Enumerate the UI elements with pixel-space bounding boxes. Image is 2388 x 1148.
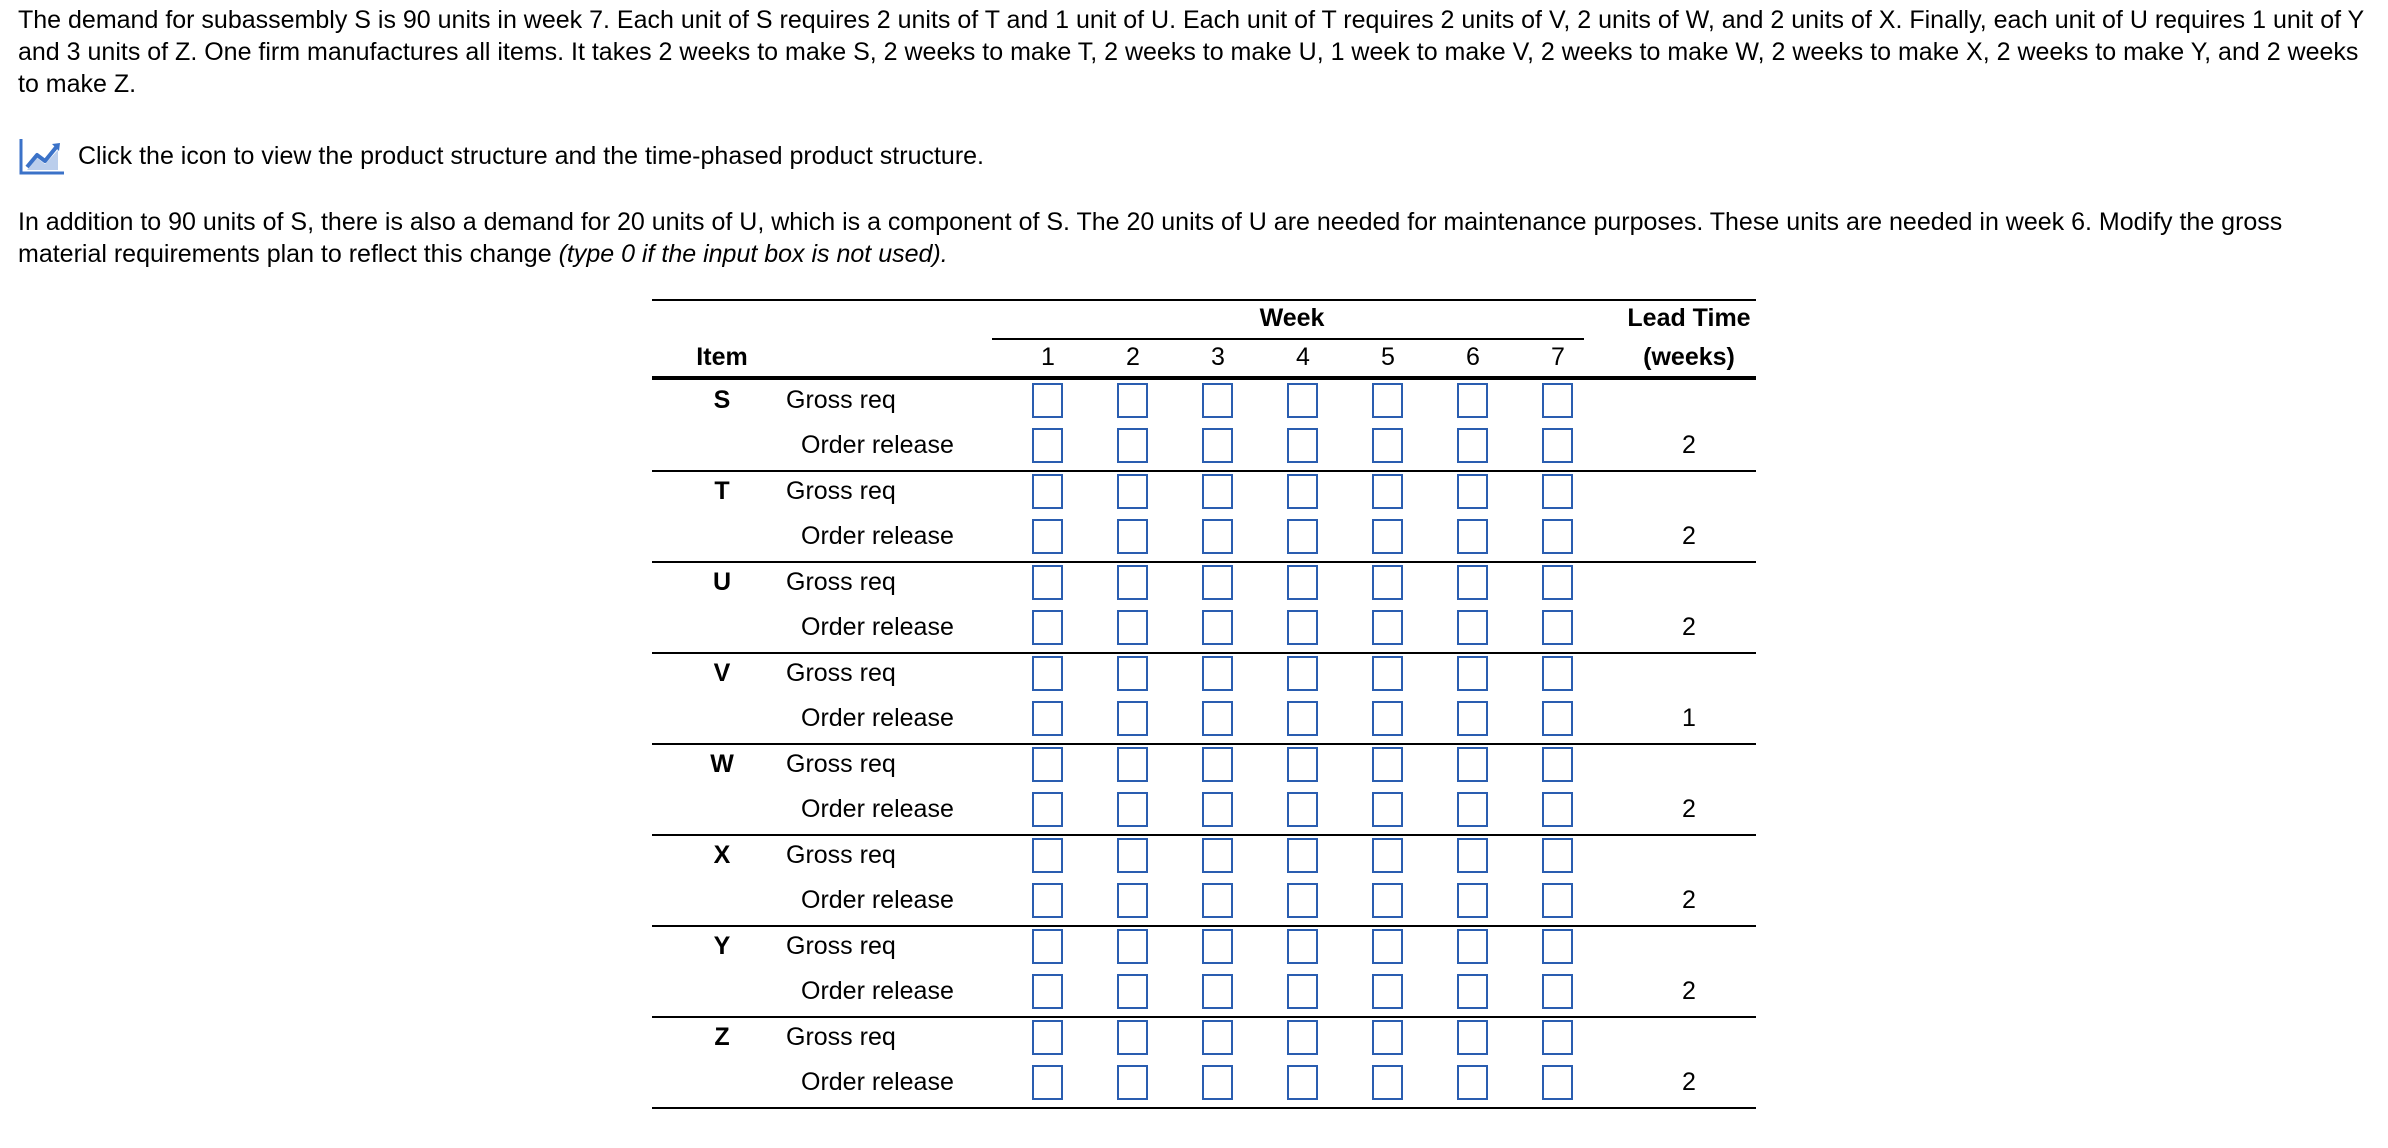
mrp-table (652, 299, 1756, 1111)
v-gross-week-5-input[interactable] (1372, 656, 1403, 691)
w-order-week-6-input[interactable] (1457, 792, 1488, 827)
addendum-text: In addition to 90 units of S, there is also a demand for 20 units of U, which is a component of S. The 20 units of U are needed for maintenance purposes. These units are needed in week 6. Modify the gross material requirements plan to reflect this change (18, 208, 2283, 268)
t-order-week-4-input[interactable] (1287, 519, 1318, 554)
gross-req-label-v: Gross req (786, 659, 896, 687)
product-structure-link[interactable] (18, 136, 984, 176)
t-order-week-6-input[interactable] (1457, 519, 1488, 554)
t-gross-week-5-input[interactable] (1372, 474, 1403, 509)
s-gross-week-2-input[interactable] (1117, 383, 1148, 418)
t-order-week-1-input[interactable] (1032, 519, 1063, 554)
week-6-header: 6 (1466, 343, 1480, 371)
week-1-header: 1 (1041, 343, 1055, 371)
y-gross-week-6-input[interactable] (1457, 929, 1488, 964)
u-order-week-7-input[interactable] (1542, 610, 1573, 645)
v-order-week-5-input[interactable] (1372, 701, 1403, 736)
lead-time-w: 2 (1682, 795, 1696, 823)
row-divider-z (652, 1107, 1756, 1109)
s-order-week-1-input[interactable] (1032, 428, 1063, 463)
y-gross-week-4-input[interactable] (1287, 929, 1318, 964)
chart-trend-icon[interactable] (18, 136, 66, 176)
z-gross-week-4-input[interactable] (1287, 1020, 1318, 1055)
item-code-w: W (710, 750, 734, 778)
item-code-u: U (712, 568, 732, 596)
s-gross-week-5-input[interactable] (1372, 383, 1403, 418)
s-gross-week-4-input[interactable] (1287, 383, 1318, 418)
order-release-label-z: Order release (801, 1068, 954, 1096)
v-order-week-3-input[interactable] (1202, 701, 1233, 736)
v-order-week-6-input[interactable] (1457, 701, 1488, 736)
y-order-week-7-input[interactable] (1542, 974, 1573, 1009)
order-release-label-u: Order release (801, 613, 954, 641)
t-gross-week-7-input[interactable] (1542, 474, 1573, 509)
z-order-week-5-input[interactable] (1372, 1065, 1403, 1100)
z-gross-week-5-input[interactable] (1372, 1020, 1403, 1055)
y-gross-week-2-input[interactable] (1117, 929, 1148, 964)
x-order-week-7-input[interactable] (1542, 883, 1573, 918)
z-gross-week-2-input[interactable] (1117, 1020, 1148, 1055)
order-release-label-v: Order release (801, 704, 954, 732)
s-order-week-7-input[interactable] (1542, 428, 1573, 463)
week-7-header: 7 (1551, 343, 1565, 371)
t-gross-week-4-input[interactable] (1287, 474, 1318, 509)
w-gross-week-2-input[interactable] (1117, 747, 1148, 782)
z-gross-week-3-input[interactable] (1202, 1020, 1233, 1055)
y-gross-week-3-input[interactable] (1202, 929, 1233, 964)
z-order-week-6-input[interactable] (1457, 1065, 1488, 1100)
w-gross-week-3-input[interactable] (1202, 747, 1233, 782)
v-gross-week-2-input[interactable] (1117, 656, 1148, 691)
lead-time-z: 2 (1682, 1068, 1696, 1096)
item-code-z: Z (714, 1023, 730, 1051)
row-divider-v (652, 743, 1756, 745)
t-gross-week-2-input[interactable] (1117, 474, 1148, 509)
u-order-week-4-input[interactable] (1287, 610, 1318, 645)
lead-time-t: 2 (1682, 522, 1696, 550)
t-gross-week-6-input[interactable] (1457, 474, 1488, 509)
y-order-week-4-input[interactable] (1287, 974, 1318, 1009)
item-code-y: Y (713, 932, 731, 960)
lead-time-x: 2 (1682, 886, 1696, 914)
w-order-week-4-input[interactable] (1287, 792, 1318, 827)
row-divider-w (652, 834, 1756, 836)
z-order-week-3-input[interactable] (1202, 1065, 1233, 1100)
s-gross-week-6-input[interactable] (1457, 383, 1488, 418)
item-code-t: T (714, 477, 730, 505)
s-gross-week-1-input[interactable] (1032, 383, 1063, 418)
row-divider-x (652, 925, 1756, 927)
u-gross-week-3-input[interactable] (1202, 565, 1233, 600)
gross-req-label-x: Gross req (786, 841, 896, 869)
icon-link-text[interactable]: Click the icon to view the product structure and the time-phased product structure. (78, 141, 985, 170)
w-gross-week-7-input[interactable] (1542, 747, 1573, 782)
y-order-week-2-input[interactable] (1117, 974, 1148, 1009)
x-gross-week-1-input[interactable] (1032, 838, 1063, 873)
z-order-week-7-input[interactable] (1542, 1065, 1573, 1100)
s-order-week-3-input[interactable] (1202, 428, 1233, 463)
addendum-instruction: (type 0 if the input box is not used). (558, 240, 948, 268)
u-order-week-2-input[interactable] (1117, 610, 1148, 645)
x-gross-week-6-input[interactable] (1457, 838, 1488, 873)
lead-time-u: 2 (1682, 613, 1696, 641)
z-order-week-2-input[interactable] (1117, 1065, 1148, 1100)
header-week: Week (1259, 304, 1325, 332)
u-gross-week-5-input[interactable] (1372, 565, 1403, 600)
u-gross-week-7-input[interactable] (1542, 565, 1573, 600)
v-gross-week-4-input[interactable] (1287, 656, 1318, 691)
s-order-week-5-input[interactable] (1372, 428, 1403, 463)
x-order-week-4-input[interactable] (1287, 883, 1318, 918)
y-order-week-3-input[interactable] (1202, 974, 1233, 1009)
y-order-week-6-input[interactable] (1457, 974, 1488, 1009)
y-gross-week-1-input[interactable] (1032, 929, 1063, 964)
w-order-week-3-input[interactable] (1202, 792, 1233, 827)
v-order-week-7-input[interactable] (1542, 701, 1573, 736)
w-order-week-2-input[interactable] (1117, 792, 1148, 827)
t-order-week-7-input[interactable] (1542, 519, 1573, 554)
row-divider-t (652, 561, 1756, 563)
z-gross-week-7-input[interactable] (1542, 1020, 1573, 1055)
item-code-v: V (713, 659, 731, 687)
week-2-header: 2 (1126, 343, 1140, 371)
order-release-label-w: Order release (801, 795, 954, 823)
problem-intro: The demand for subassembly S is 90 units in week 7. Each unit of S requires 2 units of T and 1 unit of U. Each unit of T requires 2 units of V, 2 units of W, and 2 units of X. Finally, each unit of U requires 1 unit of Y and 3 units of Z. One firm manufactures all items. It takes 2 weeks to make S, 2 weeks to make T, 2 weeks to make U, 1 week to make V, 2 weeks to make W, 2 weeks to make X, 2 weeks to make Y, and 2 weeks to make Z. (18, 6, 2364, 98)
gross-req-label-s: Gross req (786, 386, 896, 414)
table-top-rule (652, 299, 1756, 301)
x-gross-week-7-input[interactable] (1542, 838, 1573, 873)
w-gross-week-6-input[interactable] (1457, 747, 1488, 782)
z-order-week-4-input[interactable] (1287, 1065, 1318, 1100)
header-lead-time: Lead Time (1627, 304, 1751, 332)
u-order-week-3-input[interactable] (1202, 610, 1233, 645)
w-order-week-1-input[interactable] (1032, 792, 1063, 827)
u-gross-week-2-input[interactable] (1117, 565, 1148, 600)
gross-req-label-z: Gross req (786, 1023, 896, 1051)
u-order-week-6-input[interactable] (1457, 610, 1488, 645)
v-order-week-4-input[interactable] (1287, 701, 1318, 736)
t-gross-week-1-input[interactable] (1032, 474, 1063, 509)
x-order-week-2-input[interactable] (1117, 883, 1148, 918)
t-gross-week-3-input[interactable] (1202, 474, 1233, 509)
order-release-label-s: Order release (801, 431, 954, 459)
x-order-week-1-input[interactable] (1032, 883, 1063, 918)
u-order-week-1-input[interactable] (1032, 610, 1063, 645)
row-divider-u (652, 652, 1756, 654)
v-order-week-2-input[interactable] (1117, 701, 1148, 736)
v-gross-week-3-input[interactable] (1202, 656, 1233, 691)
s-order-week-4-input[interactable] (1287, 428, 1318, 463)
lead-time-s: 2 (1682, 431, 1696, 459)
order-release-label-t: Order release (801, 522, 954, 550)
item-code-s: S (713, 386, 731, 414)
problem-addendum (18, 206, 2368, 270)
week-underline (992, 338, 1584, 340)
v-gross-week-6-input[interactable] (1457, 656, 1488, 691)
u-gross-week-1-input[interactable] (1032, 565, 1063, 600)
u-order-week-5-input[interactable] (1372, 610, 1403, 645)
w-gross-week-1-input[interactable] (1032, 747, 1063, 782)
u-gross-week-6-input[interactable] (1457, 565, 1488, 600)
gross-req-label-y: Gross req (786, 932, 896, 960)
week-5-header: 5 (1381, 343, 1395, 371)
gross-req-label-t: Gross req (786, 477, 896, 505)
v-gross-week-1-input[interactable] (1032, 656, 1063, 691)
z-gross-week-1-input[interactable] (1032, 1020, 1063, 1055)
header-lead-time-unit: (weeks) (1643, 343, 1735, 371)
y-order-week-5-input[interactable] (1372, 974, 1403, 1009)
y-gross-week-5-input[interactable] (1372, 929, 1403, 964)
t-order-week-5-input[interactable] (1372, 519, 1403, 554)
z-gross-week-6-input[interactable] (1457, 1020, 1488, 1055)
gross-req-label-u: Gross req (786, 568, 896, 596)
v-order-week-1-input[interactable] (1032, 701, 1063, 736)
row-divider-y (652, 1016, 1756, 1018)
order-release-label-x: Order release (801, 886, 954, 914)
y-gross-week-7-input[interactable] (1542, 929, 1573, 964)
w-order-week-5-input[interactable] (1372, 792, 1403, 827)
week-4-header: 4 (1296, 343, 1310, 371)
header-item: Item (696, 343, 748, 371)
w-gross-week-4-input[interactable] (1287, 747, 1318, 782)
w-order-week-7-input[interactable] (1542, 792, 1573, 827)
x-gross-week-4-input[interactable] (1287, 838, 1318, 873)
item-code-x: X (713, 841, 731, 869)
header-bottom-rule (652, 376, 1756, 380)
order-release-label-y: Order release (801, 977, 954, 1005)
x-gross-week-3-input[interactable] (1202, 838, 1233, 873)
s-gross-week-3-input[interactable] (1202, 383, 1233, 418)
x-gross-week-5-input[interactable] (1372, 838, 1403, 873)
week-3-header: 3 (1211, 343, 1225, 371)
z-order-week-1-input[interactable] (1032, 1065, 1063, 1100)
x-order-week-3-input[interactable] (1202, 883, 1233, 918)
row-divider-s (652, 470, 1756, 472)
u-gross-week-4-input[interactable] (1287, 565, 1318, 600)
w-gross-week-5-input[interactable] (1372, 747, 1403, 782)
x-gross-week-2-input[interactable] (1117, 838, 1148, 873)
s-order-week-6-input[interactable] (1457, 428, 1488, 463)
lead-time-v: 1 (1682, 704, 1696, 732)
t-order-week-2-input[interactable] (1117, 519, 1148, 554)
x-order-week-6-input[interactable] (1457, 883, 1488, 918)
x-order-week-5-input[interactable] (1372, 883, 1403, 918)
y-order-week-1-input[interactable] (1032, 974, 1063, 1009)
s-gross-week-7-input[interactable] (1542, 383, 1573, 418)
lead-time-y: 2 (1682, 977, 1696, 1005)
t-order-week-3-input[interactable] (1202, 519, 1233, 554)
s-order-week-2-input[interactable] (1117, 428, 1148, 463)
gross-req-label-w: Gross req (786, 750, 896, 778)
v-gross-week-7-input[interactable] (1542, 656, 1573, 691)
